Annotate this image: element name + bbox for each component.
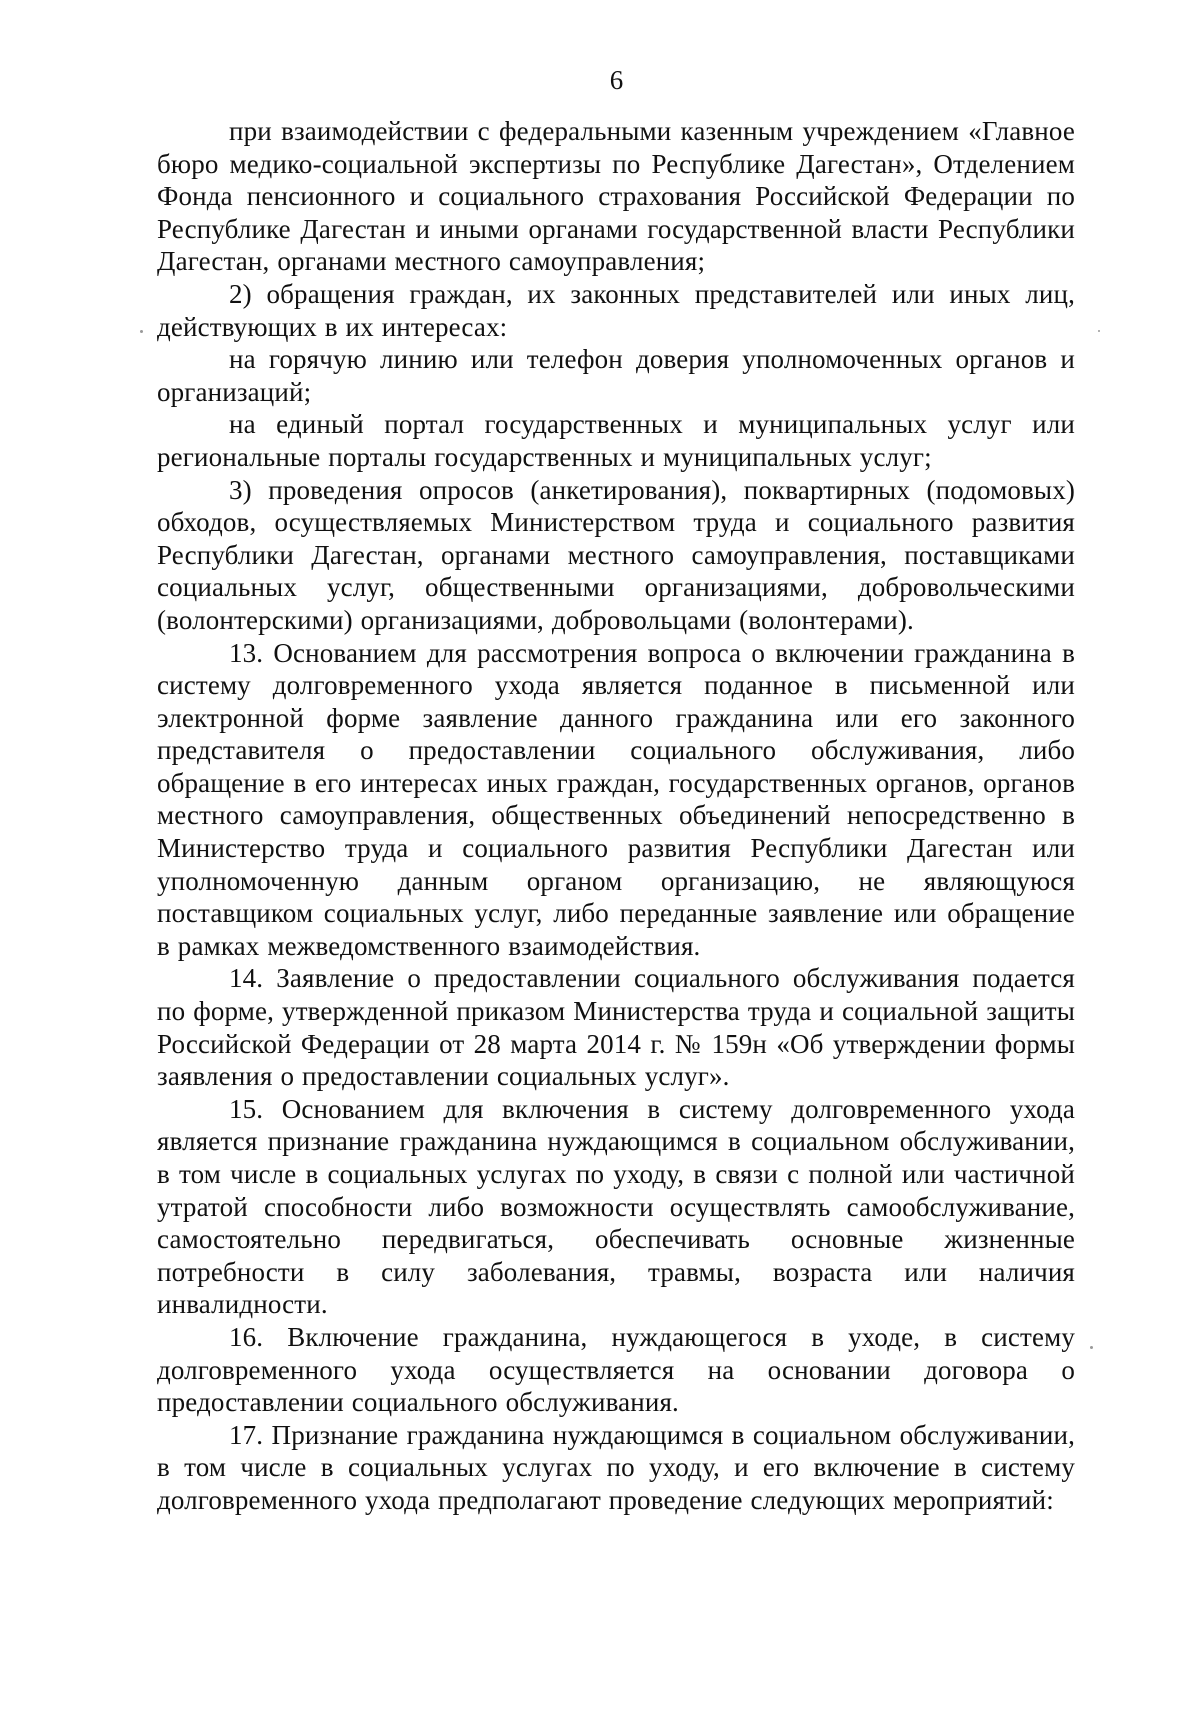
paragraph-interaction-bodies: при взаимодействии с федеральными казенным учреждением «Главное бюро медико-социальной экспертизы по Республике Дагестан», Отделением Фонда пенсионного и социального страхования Российской Федерации по Республике Дагестан и иными органами государственной власти Республики Дагестан, органами местного самоуправления; xyxy=(157,116,1075,277)
scan-speck xyxy=(1098,330,1100,332)
page-number: 6 xyxy=(609,65,624,95)
paragraph-item-15: 15. Основанием для включения в систему долговременного ухода является признание гражданина нуждающимся в социальном обслуживании, в том числе в социальных услугах по уходу, в связи с полной или частичной утратой способности либо возможности осуществлять самообслуживание, самостоятельно передвигаться, обеспечивать основные жизненные потребности в силу заболевания, травмы, возраста или наличия инвалидности. xyxy=(157,1093,1075,1320)
paragraph-item-17: 17. Признание гражданина нуждающимся в социальном обслуживании, в том числе в социальных услугах по уходу, и его включение в систему долговременного ухода предполагают проведение следующих мероприятий: xyxy=(157,1419,1075,1515)
paragraph-item-13: 13. Основанием для рассмотрения вопроса о включении гражданина в систему долговременного ухода является поданное в письменной или электронной форме заявление данного гражданина или его законного представителя о предоставлении социального обслуживания, либо обращение в его интересах иных граждан, государственных органов, органов местного самоуправления, общественных объединений непосредственно в Министерство труда и социального развития Республики Дагестан или уполномоченную данным органом организацию, не являющуюся поставщиком социальных услуг, либо переданные заявление или обращение в рамках межведомственного взаимодействия. xyxy=(157,637,1075,961)
paragraph-unified-portal: на единый портал государственных и муниципальных услуг или региональные порталы государственных и муниципальных услуг; xyxy=(157,409,1075,472)
scan-speck xyxy=(1090,1346,1093,1349)
paragraph-surveys: 3) проведения опросов (анкетирования), поквартирных (подомовых) обходов, осуществляемых Министерством труда и социального развития Республики Дагестан, органами местного самоуправления, поставщиками социальных услуг, общественными организациями, добровольческими (волонтерскими) организациями, добровольцами (волонтерами). xyxy=(157,474,1075,635)
paragraph-item-14: 14. Заявление о предоставлении социального обслуживания подается по форме, утвержденной приказом Министерства труда и социальной защиты Российской Федерации от 28 марта 2014 г. № 159н «Об утверждении формы заявления о предоставлении социальных услуг». xyxy=(157,963,1075,1092)
document-body xyxy=(157,115,1075,1517)
paragraph-hotline: на горячую линию или телефон доверия уполномоченных органов и организаций; xyxy=(157,344,1075,407)
scan-speck xyxy=(140,330,143,333)
paragraph-citizen-appeals: 2) обращения граждан, их законных представителей или иных лиц, действующих в их интересах: xyxy=(157,278,1075,342)
paragraph-item-16: 16. Включение гражданина, нуждающегося в уходе, в систему долговременного ухода осуществляется на основании договора о предоставлении социального обслуживания. xyxy=(157,1321,1075,1418)
